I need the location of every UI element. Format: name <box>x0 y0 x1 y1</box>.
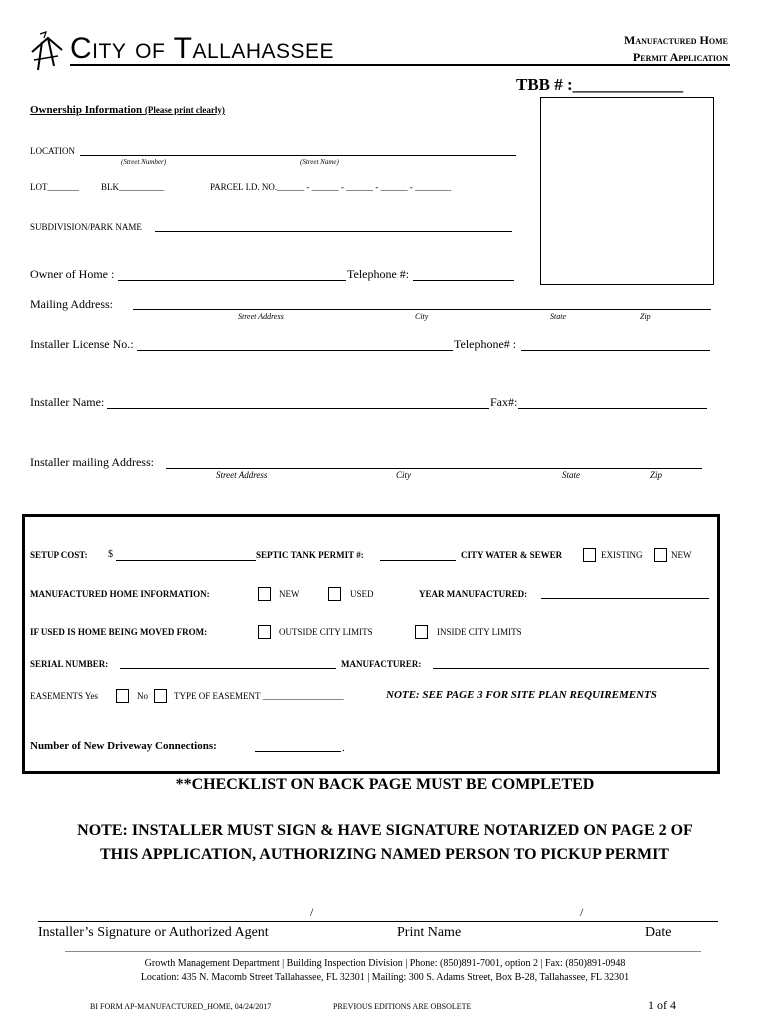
print-name-label: Print Name <box>397 925 462 940</box>
installer-license-field[interactable] <box>137 350 453 351</box>
installer-zip-caption: Zip <box>650 470 663 480</box>
ownership-heading-text: Ownership Information <box>30 104 143 116</box>
mailing-address-label: Mailing Address: <box>30 297 113 311</box>
new-water-checkbox[interactable] <box>654 548 667 562</box>
installer-mailing-label: Installer mailing Address: <box>30 455 154 469</box>
date-label: Date <box>645 925 672 940</box>
doc-title-line2: Permit Application <box>632 50 728 64</box>
subdivision-field[interactable] <box>155 231 512 232</box>
lot-field[interactable]: LOT_______ <box>30 182 79 192</box>
installer-city-caption: City <box>396 470 411 480</box>
owner-telephone-field[interactable] <box>413 280 514 281</box>
mh-info-label: MANUFACTURED HOME INFORMATION: <box>30 589 210 599</box>
manufacturer-field[interactable] <box>433 668 709 669</box>
fax-label: Fax#: <box>490 395 518 409</box>
installer-state-caption: State <box>562 470 580 480</box>
easements-label: EASEMENTS Yes <box>30 691 99 701</box>
fax-field[interactable] <box>518 408 707 409</box>
ownership-heading <box>30 104 225 116</box>
street-number-caption: (Street Number) <box>121 158 167 166</box>
checklist-note: **CHECKLIST ON BACK PAGE MUST BE COMPLETED <box>175 776 595 793</box>
form-id: BI FORM AP-MANUFACTURED_HOME, 04/24/2017 <box>90 1002 272 1011</box>
photo-box <box>540 97 714 285</box>
serial-number-field[interactable] <box>120 668 336 669</box>
mailing-city-caption: City <box>415 312 429 321</box>
driveway-field[interactable] <box>255 751 341 752</box>
street-name-caption: (Street Name) <box>300 158 339 166</box>
site-plan-note: NOTE: SEE PAGE 3 FOR SITE PLAN REQUIREMENTS <box>386 689 657 701</box>
blk-field[interactable]: BLK__________ <box>101 182 164 192</box>
installer-name-label: Installer Name: <box>30 395 105 409</box>
installer-telephone-field[interactable] <box>521 350 710 351</box>
city-logo <box>28 30 68 72</box>
used-checkbox[interactable] <box>328 587 341 601</box>
type-easement-field[interactable]: TYPE OF EASEMENT __________________ <box>174 691 344 701</box>
footer-line2: Location: 435 N. Macomb Street Tallahassee, FL 32301 | Mailing: 300 S. Adams Street, Box B-28, Tallahassee, FL 32301 <box>140 972 630 983</box>
installer-note-line1: NOTE: INSTALLER MUST SIGN & HAVE SIGNATURE NOTARIZED ON PAGE 2 OF <box>77 822 693 839</box>
owner-telephone-label: Telephone #: <box>347 267 410 281</box>
mailing-street-caption: Street Address <box>238 312 284 321</box>
inside-city-checkbox[interactable] <box>415 625 428 639</box>
septic-label: SEPTIC TANK PERMIT #: <box>256 550 364 560</box>
dollar-sign: $ <box>108 549 113 560</box>
installer-street-caption: Street Address <box>216 470 268 480</box>
mh-new-checkbox[interactable] <box>258 587 271 601</box>
installer-signature-label: Installer’s Signature or Authorized Agent <box>38 925 269 940</box>
outside-city-checkbox[interactable] <box>258 625 271 639</box>
outside-city-label: OUTSIDE CITY LIMITS <box>279 627 373 637</box>
installer-note-line2: THIS APPLICATION, AUTHORIZING NAMED PERSON TO PICKUP PERMIT <box>100 846 669 863</box>
installer-license-label: Installer License No.: <box>30 337 134 351</box>
signature-line[interactable] <box>38 921 718 922</box>
owner-label: Owner of Home : <box>30 267 115 281</box>
driveway-period: . <box>342 742 345 754</box>
new-water-label: NEW <box>671 550 692 560</box>
moved-from-label: IF USED IS HOME BEING MOVED FROM: <box>30 627 208 637</box>
easement-no-label: No <box>137 691 148 701</box>
setup-cost-field[interactable] <box>116 560 256 561</box>
ownership-heading-note: (Please print clearly) <box>144 105 225 115</box>
page-number: 1 of 4 <box>648 998 676 1012</box>
mailing-state-caption: State <box>550 312 566 321</box>
manufacturer-label: MANUFACTURER: <box>341 659 422 669</box>
easement-no-checkbox[interactable] <box>154 689 167 703</box>
year-manufactured-field[interactable] <box>541 598 709 599</box>
city-seal-icon <box>28 30 68 72</box>
installer-name-field[interactable] <box>107 408 489 409</box>
city-title: City of Tallahassee <box>70 32 335 65</box>
parcel-id-field[interactable]: PARCEL I.D. NO.______ - ______ - ______ - ______ - ________ <box>210 182 452 192</box>
serial-number-label: SERIAL NUMBER: <box>30 659 109 669</box>
signature-slash-2: / <box>580 905 584 919</box>
setup-cost-label: SETUP COST: <box>30 550 88 560</box>
driveway-label: Number of New Driveway Connections: <box>30 740 217 752</box>
location-field[interactable] <box>80 155 516 156</box>
installer-telephone-label: Telephone# : <box>454 337 517 351</box>
inside-city-label: INSIDE CITY LIMITS <box>437 627 522 637</box>
footer-rule <box>65 951 701 952</box>
mailing-address-field[interactable] <box>133 309 711 310</box>
easement-yes-checkbox[interactable] <box>116 689 129 703</box>
city-water-label: CITY WATER & SEWER <box>461 550 563 560</box>
obsolete-note: PREVIOUS EDITIONS ARE OBSOLETE <box>333 1002 472 1011</box>
septic-permit-field[interactable] <box>380 560 456 561</box>
installer-mailing-field[interactable] <box>166 468 702 469</box>
owner-field[interactable] <box>118 280 346 281</box>
year-manufactured-label: YEAR MANUFACTURED: <box>419 589 528 599</box>
existing-checkbox[interactable] <box>583 548 596 562</box>
header-rule <box>70 64 730 66</box>
subdivision-label: SUBDIVISION/PARK NAME <box>30 222 142 232</box>
used-label: USED <box>350 589 374 599</box>
location-label: LOCATION <box>30 146 75 156</box>
signature-slash-1: / <box>310 905 314 919</box>
footer-line1: Growth Management Department | Building Inspection Division | Phone: (850)891-7001, option 2 | Fax: (850)891-0948 <box>144 958 626 969</box>
mh-new-label: NEW <box>279 589 300 599</box>
tbb-number-field[interactable]: TBB # :_____________ <box>516 75 684 94</box>
mailing-zip-caption: Zip <box>640 312 651 321</box>
doc-title-line1: Manufactured Home <box>624 33 728 47</box>
existing-label: EXISTING <box>601 550 643 560</box>
